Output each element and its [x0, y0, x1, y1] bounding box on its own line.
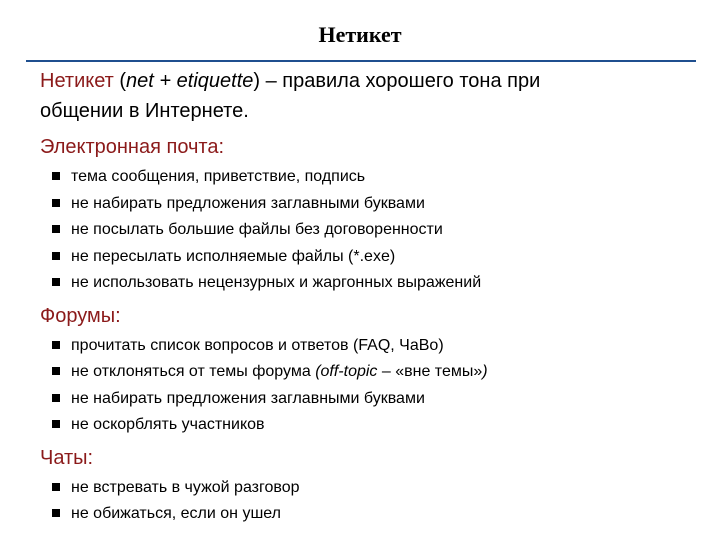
list-item-text: не отклоняться от темы форума — [71, 363, 316, 380]
list-item — [52, 270, 710, 297]
intro-paren-close: ) — [253, 70, 261, 92]
intro-formula: net + etiquette — [126, 70, 254, 92]
list-item — [52, 333, 710, 360]
intro-paren-open: ( — [113, 70, 127, 92]
email-list — [40, 164, 710, 297]
list-item — [52, 501, 710, 528]
list-item-text: не обижаться, если он ушел — [71, 505, 281, 522]
square-bullet-icon — [52, 341, 60, 349]
forums-list — [40, 333, 710, 439]
square-bullet-icon — [52, 172, 60, 180]
square-bullet-icon — [52, 420, 60, 428]
square-bullet-icon — [52, 367, 60, 375]
list-item-text: не посылать большие файлы без договоренности — [71, 221, 443, 238]
list-item — [52, 244, 710, 271]
forums-heading: Форумы: — [40, 304, 121, 327]
off-topic-translation: – «вне темы» — [377, 363, 483, 380]
intro-term: Нетикет — [40, 70, 114, 92]
slide-content — [40, 66, 710, 528]
list-item-text: не пересылать исполняемые файлы (*.exe) — [71, 247, 396, 265]
list-item — [52, 386, 710, 413]
list-item-text: не набирать предложения заглавными буквами — [71, 194, 425, 212]
square-bullet-icon — [52, 225, 60, 233]
list-item — [52, 164, 710, 191]
square-bullet-icon — [52, 278, 60, 286]
email-heading: Электронная почта: — [40, 136, 225, 158]
square-bullet-icon — [52, 483, 60, 491]
list-item-text: прочитать список вопросов и ответов (FAQ, ЧаВо) — [71, 336, 444, 354]
list-item-text: не использовать нецензурных и жаргонных выражений — [71, 274, 482, 291]
page-title: Нетикет — [318, 22, 402, 47]
square-bullet-icon — [52, 252, 60, 260]
list-item-text: не набирать предложения заглавными буквами — [71, 389, 425, 407]
intro-definition — [40, 66, 710, 126]
intro-definition-line2: общении в Интернете. — [40, 100, 249, 122]
square-bullet-icon — [52, 509, 60, 517]
square-bullet-icon — [52, 199, 60, 207]
title-divider — [26, 60, 696, 62]
list-item — [52, 475, 710, 502]
list-item — [52, 359, 710, 386]
list-item — [52, 412, 710, 439]
chats-heading: Чаты: — [40, 446, 94, 469]
off-topic-close-paren: ) — [482, 363, 488, 380]
off-topic-term: (off-topic — [315, 363, 378, 380]
list-item — [52, 217, 710, 244]
intro-definition-line1: – правила хорошего тона при — [260, 70, 541, 92]
square-bullet-icon — [52, 394, 60, 402]
list-item-text: тема сообщения, приветствие, подпись — [71, 168, 366, 185]
list-item-text: не оскорблять участников — [71, 416, 265, 433]
list-item-text: не встревать в чужой разговор — [71, 478, 300, 496]
chats-list — [40, 475, 710, 528]
list-item — [52, 191, 710, 218]
